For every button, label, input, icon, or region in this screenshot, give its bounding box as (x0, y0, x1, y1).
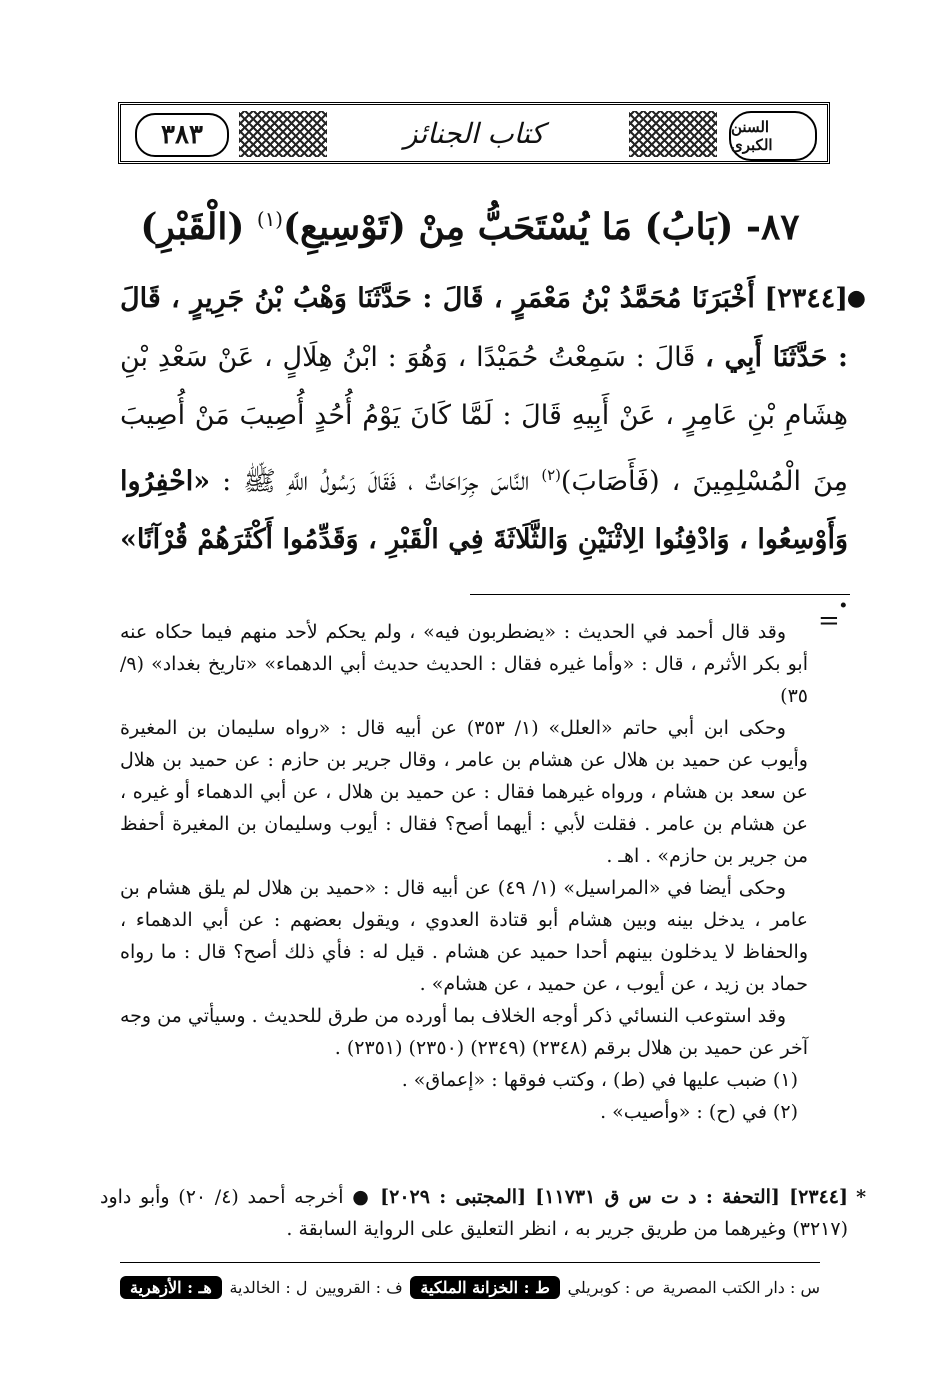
footnote-separator (470, 594, 850, 595)
hadith-line-5: «احْفِرُوا وَأَوْسِعُوا ، وَادْفِنُوا الِاثْنَيْنِ وَالثَّلَاثَةَ فِي الْقَبْرِ ، وَقَدِّمُوا أَكْثَرَهُمْ قُرْآنًا» . (120, 465, 848, 614)
note-paragraph: وحكى أيضا في «المراسيل» (١/ ٤٩) عن أبيه قال : «حميد بن هلال لم يلق هشام بن عامر ، يدخل بينه وبين هشام أبو قتادة العدوي ، ويقول بعضهم : عن أبي الدهماء ، والحفاظ لا يدخلون بينهم أحدا حميد عن هشام . قيل له : فأي ذلك أصح؟ قال : ما رواه حماد بن زيد ، عن أيوب ، عن حميد ، عن هشام» . (120, 877, 808, 995)
hadith-line-3: قَالَ : لَمَّا كَانَ يَوْمُ أُحُدٍ أُصِيبَ مَنْ أُصِيبَ مِنَ الْمُسْلِمِينَ ، (فَأَصَابَ) (120, 400, 848, 497)
chapter-heading-tail: (الْقَبْرِ) (140, 206, 245, 248)
hadith-line-1: أَخْبَرَنَا مُحَمَّدُ بْنُ مَعْمَرٍ ، قَالَ : حَدَّثَنَا وَهْبُ بْنُ جَرِيرٍ ، قَالَ : حَدَّثَنَا أَبِي ، (120, 283, 848, 373)
asterisk-icon: * (856, 1186, 866, 1208)
manuscript-legend (120, 1270, 820, 1304)
footnote-2: (٢) في (ح) : «وأصيب» . (600, 1101, 798, 1123)
note-paragraph: وقد قال أحمد في الحديث : «يضطربون فيه» ، ولم يحكم لأحد منهم فيما حكاه عنه أبو بكر الأثرم ، قال : «وأما غيره فقال : الحديث حديث أبي الدهماء» «تاريخ بغداد» (٩/ ٣٥) (120, 621, 808, 707)
book-title: كتاب الجنائز (386, 117, 562, 150)
legend-item: س : دار الكتب المصرية (662, 1277, 820, 1297)
legend-item: ف : القرويين (315, 1277, 403, 1297)
note-paragraph: وقد استوعب النسائي ذكر أوجه الخلاف بما أورده من طرق للحديث . وسيأتي من وجه آخر عن حميد بن هلال برقم (٢٣٤٨) (٢٣٤٩) (٢٣٥٠) (٢٣٥١) . (120, 1005, 808, 1059)
continuation-mark: = (818, 606, 840, 636)
chapter-heading (60, 190, 880, 257)
legend-item: هـ : الأزهرية (120, 1276, 222, 1299)
hadith-id: [٢٣٤٤] (764, 283, 848, 314)
note-paragraph: وحكى ابن أبي حاتم «العلل» (١/ ٣٥٣) عن أبيه قال : «رواه سليمان بن المغيرة وأيوب عن حميد بن هلال عن هشام بن عامر ، وقال جرير بن حازم : عن حميد بن هلال عن سعد بن هشام ، ورواه غيرهما فقال : عن حميد بن هلال ، عن أبي الدهماء أو غيره ، عن هشام بن عامر . فقلت لأبي : أيهما أصح؟ فقال : أيوب وسليمان بن المغيرة أحفظ من جرير بن حازم» . اهـ . (120, 717, 808, 867)
footnotes-block (120, 616, 808, 1128)
page-header (118, 102, 830, 164)
legend-item: ص : كوبريلي (567, 1277, 655, 1297)
hadith-text (120, 270, 866, 628)
page-number: ٣٨٣ (135, 113, 229, 157)
legend-item: ل : الخالدية (229, 1277, 308, 1297)
hadith-line-4: النَّاسَ جِرَاحَاتٌ ، فَقَالَ رَسُولُ اللَّهِ ﷺ : (222, 465, 530, 497)
footnote-1: (١) ضبب عليها في (ط) ، وكتب فوقها : «إعماق» . (401, 1069, 798, 1091)
legend-item: ط : الخزانة الملكية (410, 1276, 559, 1299)
footnote-ref-2: (٢) (541, 465, 561, 484)
footnote-ref-1: (١) (256, 208, 283, 231)
hadith-line-2: قَالَ : سَمِعْتُ حُمَيْدًا ، وَهُوَ : ابْنُ هِلَالٍ ، عَنْ سَعْدِ بْنِ هِشَامِ بْنِ عَامِرٍ ، عَنْ أَبِيهِ (120, 341, 848, 431)
ornament-right (629, 111, 717, 157)
takhrij-text: ● أخرجه أحمد (٤/ ٢٠) وأبو داود (٣٢١٧) وغيرهما من طريق جرير به ، انظر التعليق على الرواية السابقة . (100, 1186, 848, 1240)
legend-divider (120, 1262, 820, 1263)
ornament-left (239, 111, 327, 157)
takhrij-refs: [٢٣٤٤] [التحفة : د ت س ق ١١٧٣١] [المجتبى : ٢٠٢٩] (380, 1186, 848, 1208)
bullet-icon: ● (846, 286, 866, 311)
takhrij-note (100, 1181, 866, 1245)
publisher-logo: السنن الكبرى (729, 111, 817, 161)
chapter-heading-text: ٨٧- (بَابُ) مَا يُسْتَحَبُّ مِنْ (تَوْسِيعِ) (282, 206, 800, 248)
